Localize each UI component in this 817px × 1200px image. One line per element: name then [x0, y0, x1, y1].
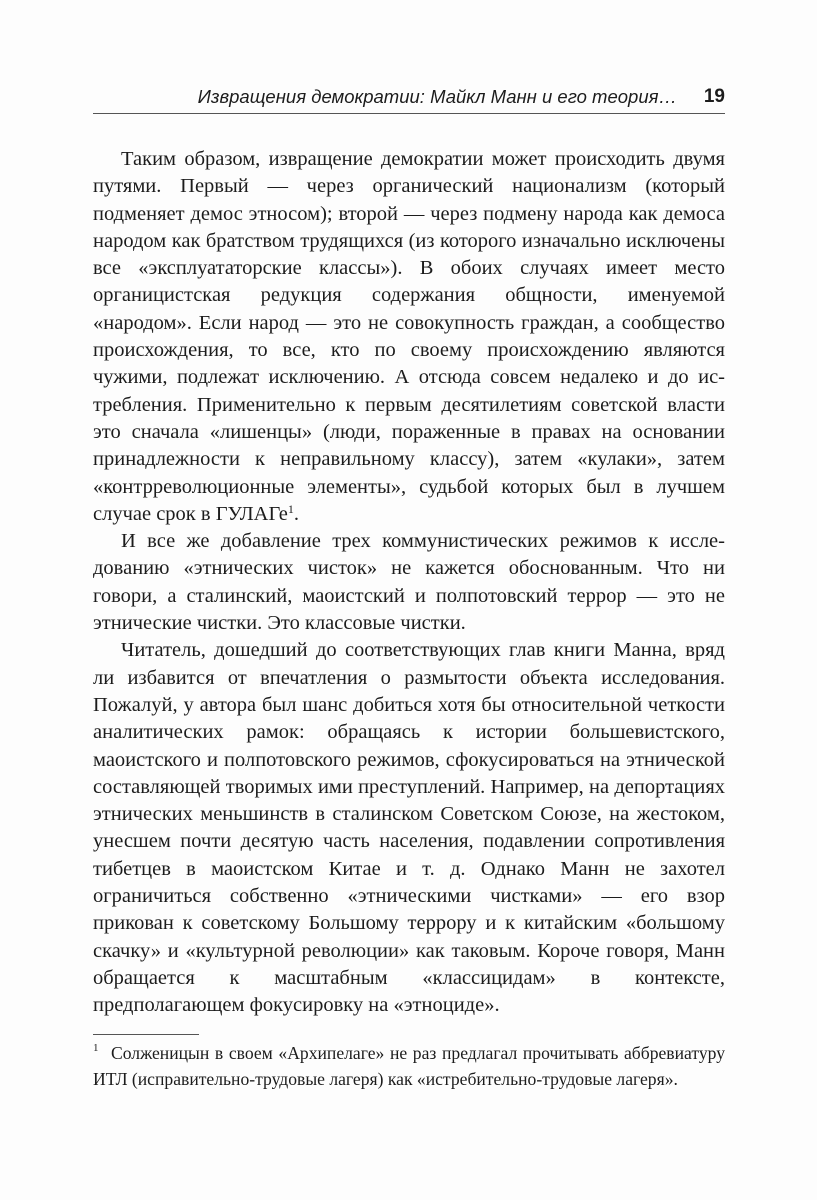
- footnote-mark: 1: [93, 1042, 99, 1054]
- running-title: Извращения демократии: Майкл Манн и его теория…: [197, 86, 677, 107]
- body-text: [93, 146, 725, 1020]
- running-head: [93, 84, 725, 114]
- paragraph: [93, 146, 725, 528]
- page-number: 19: [703, 86, 725, 107]
- header-divider: [93, 113, 725, 114]
- paragraph: Читатель, дошедший до соответствующих глав книги Манна, вряд ли избавится от впечатления о размытости объекта исследования. Пожалуй, у автора был шанс добиться хотя бы относительной четкости аналитических рамок: обращаясь к истории большевистского, маоистского и полпотовского режимов, сфокусироваться на этнической составляющей творимых ими преступлений. Например, на депортациях этнических меньшинств в сталинском Советском Союзе, на жестоком, унесшем почти десятую часть населения, подавлении сопротивления тибетцев в маоистском Китае и т. д. Однако Манн не захотел ограничиться собственно «этническими чистками» — его взор прикован к советскому Большому террору и к китайским «большому скачку» и «культурной революции» как таковым. Короче говоря, Манн обращается к масштабным «классицидам» в контексте, предполагающем фокусировку на «этноциде».: [93, 639, 725, 1017]
- paragraph-text: Таким образом, извращение демократии может происходить двумя путями. Первый — через органический национализм (который подменяет демос этносом); второй — через подмену народа как демоса народом как братством трудящихся (из которого изначально исключены все «эксплуататорские классы»). В обоих случаях имеет место органицистская редукция содержания общности, именуемой «народом». Если народ — это не совокупность граждан, а сообщество происхождения, то все, кто по своему происхождению являются чужими, подлежат исключению. А отсюда совсем недалеко и до истребления. Применительно к первым десятилетиям советской власти это сначала «лишенцы» (люди, пораженные в правах на основании принадлежности к неправильному классу), затем «кулаки», затем «контрреволюционные элементы», судьбой которых был в лучшем случае срок в ГУЛАГе: [93, 148, 725, 525]
- footnote-text: Солженицын в своем «Архипелаге» не раз предлагал прочитывать аббревиатуру ИТЛ (исправительно-трудовые лагеря) как «истребительно-трудовые лагеря».: [93, 1043, 725, 1089]
- footnote: [93, 1040, 725, 1092]
- footnote-reference: 1: [287, 501, 294, 516]
- paragraph-end: .: [293, 502, 299, 525]
- footnote-divider: [93, 1034, 199, 1035]
- paragraph: И все же добавление трех коммунистических режимов к исследованию «этнических чисток» не кажется обоснованным. Что ни говори, а сталинский, маоистский и полпотовский террор — это не этнические чистки. Это классовые чистки.: [93, 530, 725, 635]
